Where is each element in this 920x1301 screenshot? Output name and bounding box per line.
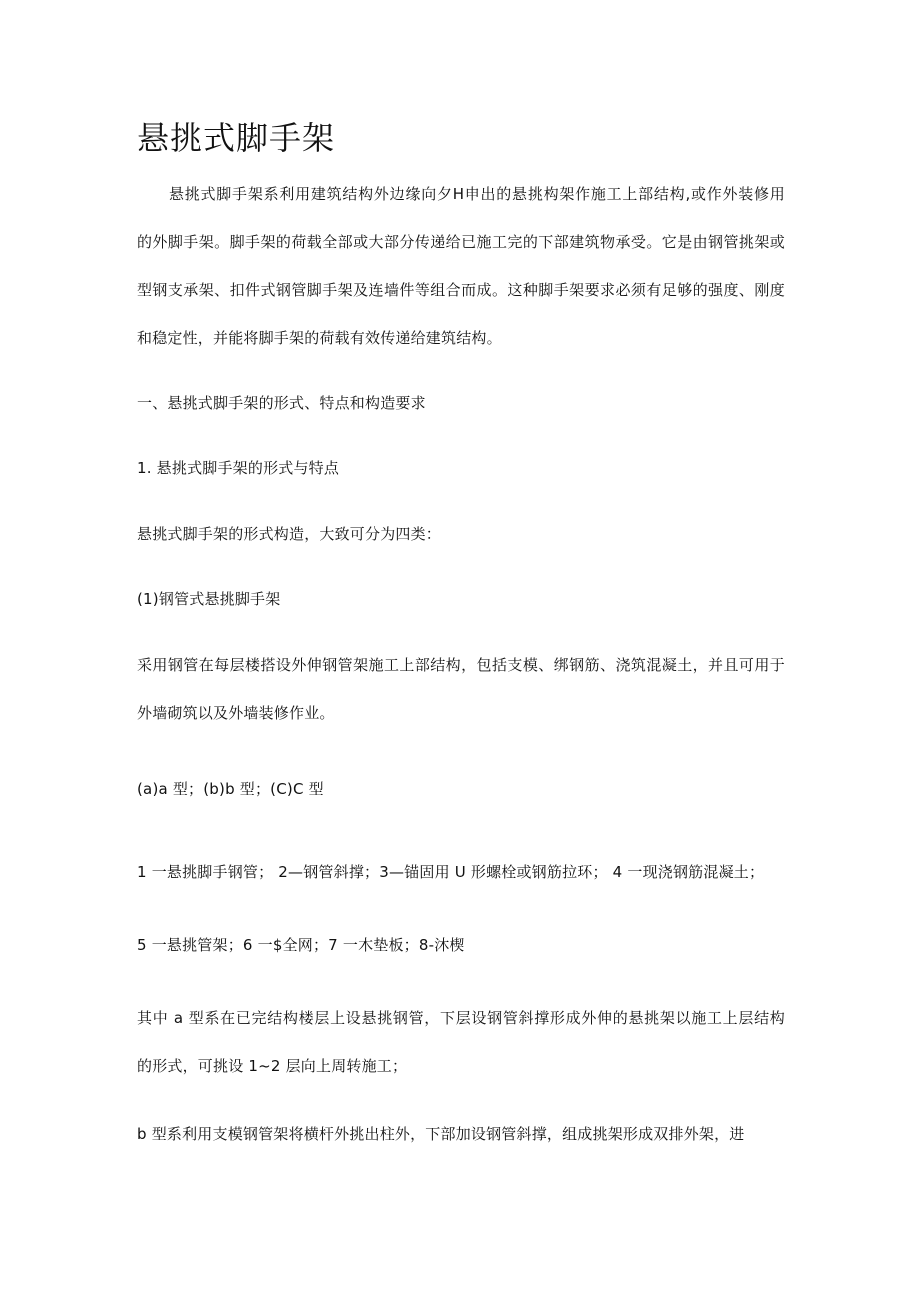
type-a-line-2: 的形式，可挑设 1~2 层向上周转施工； xyxy=(137,1057,408,1075)
item-1-heading: (1)钢管式悬挑脚手架 xyxy=(137,590,281,608)
subsection-heading: 1. 悬挑式脚手架的形式与特点 xyxy=(137,459,340,477)
forms-intro: 悬挑式脚手架的形式构造，大致可分为四类： xyxy=(137,525,442,543)
type-a-line-1: 其中 a 型系在已完结构楼层上设悬挑钢管，下层设钢管斜撑形成外伸的悬挑架以施工上层结构 xyxy=(137,1009,785,1027)
type-b-line-1: b 型系利用支模钢管架将横杆外挑出柱外，下部加设钢管斜撑，组成挑架形成双排外架，进 xyxy=(137,1125,745,1143)
intro-line-3: 型钢支承架、扣件式钢管脚手架及连墙件等组合而成。这种脚手架要求必须有足够的强度、刚度 xyxy=(137,281,785,299)
legend-line-1: 1 一悬挑脚手钢管； 2—钢管斜撑；3—锚固用 U 形螺栓或钢筋拉环； 4 一现浇钢筋混凝土； xyxy=(137,863,765,881)
intro-line-2: 的外脚手架。脚手架的荷载全部或大部分传递给已施工完的下部建筑物承受。它是由钢管挑架或 xyxy=(137,233,785,251)
intro-line-4: 和稳定性，并能将脚手架的荷载有效传递给建筑结构。 xyxy=(137,329,502,347)
item-1-text-line-2: 外墙砌筑以及外墙装修作业。 xyxy=(137,704,335,722)
item-1-text-line-1: 采用钢管在每层楼搭设外伸钢管架施工上部结构，包括支模、绑钢筋、浇筑混凝土，并且可用于 xyxy=(137,656,785,674)
figure-types-caption: (a)a 型；(b)b 型；(C)C 型 xyxy=(137,780,324,798)
document-title: 悬挑式脚手架 xyxy=(137,119,336,157)
legend-line-2: 5 一悬挑管架；6 一$全网；7 一木垫板；8-沐楔 xyxy=(137,936,465,954)
intro-line-1: 悬挑式脚手架系利用建筑结构外边缘向夕H申出的悬挑构架作施工上部结构,或作外装修用 xyxy=(169,185,785,203)
section-heading: 一、悬挑式脚手架的形式、特点和构造要求 xyxy=(137,394,426,412)
